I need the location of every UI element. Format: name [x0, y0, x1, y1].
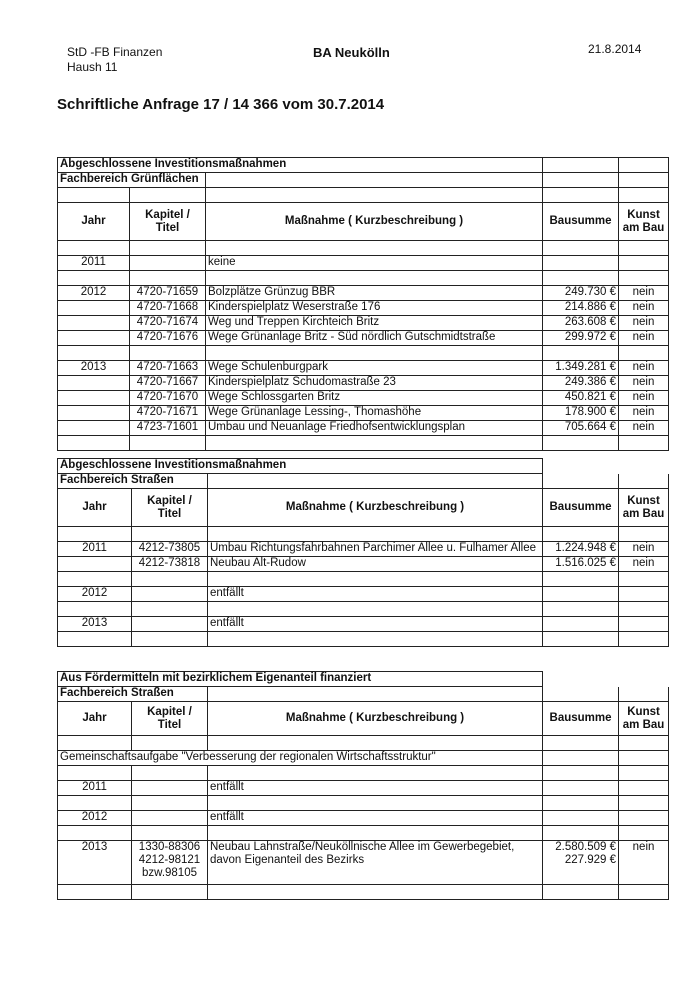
col-kunst-2: am Bau [622, 221, 665, 234]
col-kunst-1: Kunst [627, 208, 660, 221]
col-jahr: Jahr [58, 203, 130, 241]
table-row: 4212-73818 Neubau Alt-Rudow 1.516.025 € nein [58, 557, 669, 572]
table-row: 4720-71667 Kinderspielplatz Schudomastraße 23 249.386 € nein [58, 376, 669, 391]
table3-heading: Aus Fördermitteln mit bezirklichem Eigenanteil finanziert [58, 672, 543, 687]
col-titel: Titel [157, 718, 182, 731]
col-massnahme: Maßnahme ( Kurzbeschreibung ) [208, 489, 543, 527]
col-bausumme: Bausumme [543, 203, 619, 241]
table-strassen [57, 458, 669, 647]
department-line-1: StD -FB Finanzen [67, 45, 163, 59]
table-row: 4720-71674 Weg und Treppen Kirchteich Britz 263.608 € nein [58, 316, 669, 331]
col-kunst-1: Kunst [627, 494, 660, 507]
table-row: 2013 4720-71663 Wege Schulenburgpark 1.349.281 € nein [58, 361, 669, 376]
col-bausumme: Bausumme [543, 702, 619, 736]
col-massnahme: Maßnahme ( Kurzbeschreibung ) [206, 203, 543, 241]
col-kapitel: Kapitel / [147, 705, 192, 718]
col-bausumme: Bausumme [543, 489, 619, 527]
table-row: 4723-71601 Umbau und Neuanlage Friedhofsentwicklungsplan 705.664 € nein [58, 421, 669, 436]
table-row: 2011 keine [58, 256, 669, 271]
table2-subheading: Fachbereich Straßen [58, 474, 208, 489]
col-kunst-2: am Bau [622, 718, 665, 731]
table-row: 4720-71671 Wege Grünanlage Lessing-, Thomashöhe 178.900 € nein [58, 406, 669, 421]
table-row: 2012 4720-71659 Bolzplätze Grünzug BBR 249.730 € nein [58, 286, 669, 301]
col-titel: Titel [157, 507, 182, 520]
table3-subheading: Fachbereich Straßen [58, 687, 208, 702]
table2-heading: Abgeschlossene Investitionsmaßnahmen [58, 459, 543, 474]
col-titel: Titel [155, 221, 180, 234]
table-row: 2012 entfällt [58, 587, 669, 602]
table1-heading: Abgeschlossene Investitionsmaßnahmen [58, 158, 543, 173]
department-line-2: Haush 11 [67, 60, 118, 74]
page-title: Schriftliche Anfrage 17 / 14 366 vom 30.7.2014 [57, 96, 385, 113]
col-kunst-1: Kunst [627, 705, 660, 718]
col-kunst-2: am Bau [622, 507, 665, 520]
gemeinschaftsaufgabe-label: Gemeinschaftsaufgabe "Verbesserung der regionalen Wirtschaftsstruktur" [58, 751, 543, 766]
table-row: 2013 1330-88306 4212-98121 bzw.98105 Neubau Lahnstraße/Neuköllnische Allee im Gewerbegebiet, davon Eigenanteil des Bezirks 2.580.509 € 227.929 € nein [58, 841, 669, 885]
col-massnahme: Maßnahme ( Kurzbeschreibung ) [208, 702, 543, 736]
col-jahr: Jahr [58, 489, 132, 527]
document-date: 21.8.2014 [588, 42, 642, 56]
table-foerdermittel [57, 671, 669, 900]
table-gruenflaechen [57, 157, 669, 451]
col-kapitel: Kapitel / [145, 208, 190, 221]
col-kapitel: Kapitel / [147, 494, 192, 507]
office-name: BA Neukölln [313, 45, 390, 60]
table1-subheading: Fachbereich Grünflächen [58, 173, 206, 188]
table-row: 2011 entfällt [58, 781, 669, 796]
table-row: 2012 entfällt [58, 811, 669, 826]
table-row: 4720-71676 Wege Grünanlage Britz - Süd nördlich Gutschmidtstraße 299.972 € nein [58, 331, 669, 346]
table-row: 2013 entfällt [58, 617, 669, 632]
table-row: 2011 4212-73805 Umbau Richtungsfahrbahnen Parchimer Allee u. Fulhamer Allee 1.224.948 € nein [58, 542, 669, 557]
table-row: 4720-71668 Kinderspielplatz Weserstraße 176 214.886 € nein [58, 301, 669, 316]
col-jahr: Jahr [58, 702, 132, 736]
table-row: 4720-71670 Wege Schlossgarten Britz 450.821 € nein [58, 391, 669, 406]
